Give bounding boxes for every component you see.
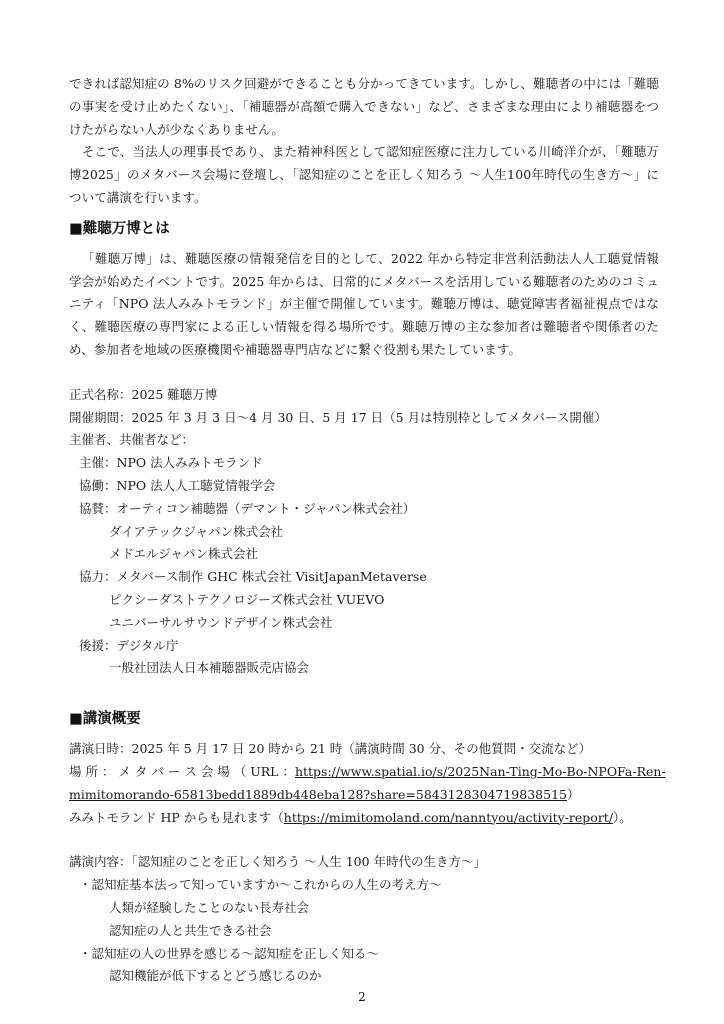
organizer-item: ダイアテックジャパン株式会社 [109,523,284,539]
intro-paragraph-2: そこで、当法人の理事長であり、また精神科医として認知症医療に注力している川崎洋介が、「難聴万博2025」のメタバース会場に登壇し、「認知症のことを正しく知ろう 〜人生100年時代の生き方〜」について講演を行います。 [69,144,659,205]
organizer-item: 協賛：オーティコン補聴器（デマント・ジャパン株式会社） [79,500,416,516]
homepage-note [69,807,659,830]
event-period: 開催期間：2025 年 3 月 3 日〜4 月 30 日、5 月 17 日（5 月は特別枠としてメタバース開催） [69,409,607,425]
outline-subitem: 認知機能が低下するとどう感じるのか [109,968,322,984]
outline-item: ・認知症の人の世界を感じる〜認知症を正しく知る〜 [79,945,380,961]
intro-paragraph-1: できれば認知症の 8%のリスク回避ができることも分かってきています。しかし、難聴者の中には「難聴の事実を受け止めたくない」、「補聴器が高額で購入できない」など、さまざまな理由により補聴器をつけたがらない人が少なくありません。 [69,76,659,137]
organizer-item: 主催：NPO 法人みみトモランド [79,455,263,471]
section-heading-lecture-overview: ■講演概要 [69,711,141,728]
organizer-item: ピクシーダストテクノロジーズ株式会社 VUEVO [109,591,385,607]
outline-subitem: 人類が経験したことのない長寿社会 [109,899,310,915]
organizer-item: 協働：NPO 法人人工聴覚情報学会 [79,477,276,493]
section1-body: 「難聴万博」は、難聴医療の情報発信を目的として、2022 年から特定非営利活動法人人工聴覚情報学会が始めたイベントです。2025 年からは、日常的にメタバースを活用している難聴者のためのコミュニティ「NPO 法人みみトモランド」が主催で開催しています。難聴万博は、聴覚障害者福祉視点ではなく、難聴医療の専門家による正しい情報を得る場所です。難聴万博の主な参加者は難聴者や関係者のため、参加者を地域の医療機関や補聴器専門店などに繋ぐ役割も果たしています。 [69,250,659,357]
organizer-item: 後援：デジタル庁 [79,637,179,653]
venue-close: ） [566,786,580,802]
lecture-venue-cont [69,784,659,807]
hp-url-link[interactable]: https://mimitomoland.com/nanntyou/activity-report/ [283,809,614,825]
organizer-item: 一般社団法人日本補聴器販売店協会 [109,660,310,676]
venue-url-link-cont[interactable]: mimitomorando-65813bedd1889db448eba128?share=5843128304719838515 [69,786,567,802]
organizers-label: 主催者、共催者など： [69,432,195,448]
outline-subitem: 認知症の人と共生できる社会 [109,922,272,938]
venue-url-link[interactable]: https://www.spatial.io/s/2025Nan-Ting-Mo-Bo-NPOFa-Ren- [294,763,666,779]
lecture-datetime: 講演日時：2025 年 5 月 17 日 20 時から 21 時（講演時間 30 分、その他質問・交流など） [69,741,592,757]
venue-label: 場 所 ： メ タ バ ー ス 会 場 （ URL ： [69,763,295,779]
lecture-venue [69,761,666,784]
outline-item: ・認知症基本法って知っていますか〜これからの人生の考え方〜 [79,877,442,893]
page-number: 2 [358,990,366,1004]
lecture-content-title: 講演内容：「認知症のことを正しく知ろう 〜人生 100 年時代の生き方〜」 [69,854,487,870]
hp-prefix: みみトモランド HP からも見れます（ [69,809,284,825]
official-name: 正式名称：2025 難聴万博 [69,386,218,402]
hp-suffix: ）。 [613,809,632,825]
section-heading-nanchou-banpaku: ■難聴万博とは [69,220,170,237]
document-page [69,73,666,988]
organizer-item: メドエルジャパン株式会社 [109,546,258,562]
organizer-item: 協力：メタバース制作 GHC 株式会社 VisitJapanMetaverse [79,569,427,585]
organizer-item: ユニバーサルサウンドデザイン株式会社 [109,614,333,630]
